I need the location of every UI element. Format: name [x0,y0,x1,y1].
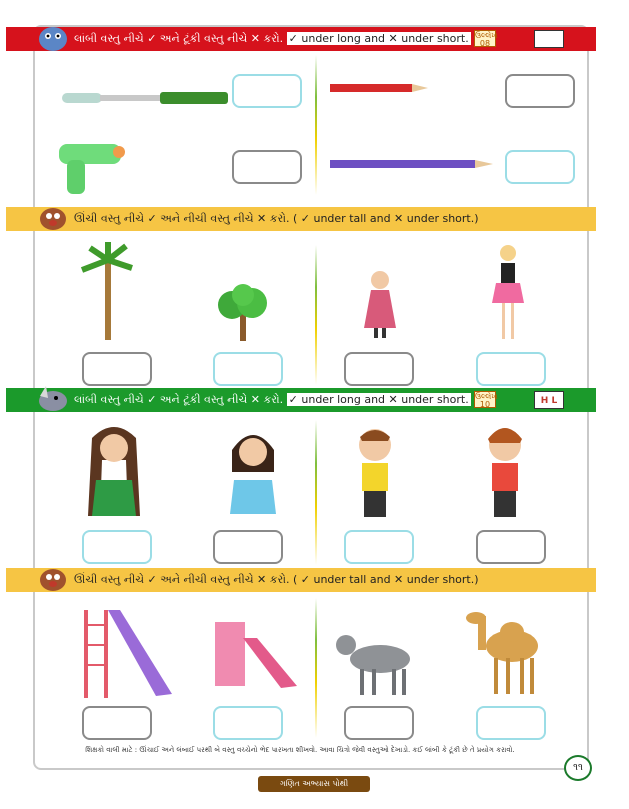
rhino-icon [36,384,70,414]
palm-tree-image [80,240,135,340]
section-3-instruction-en: ✓ under long and ✕ under short. [288,393,469,406]
bush-tree-image [212,283,274,343]
big-slide-image [80,600,175,700]
puppy-icon [36,203,70,233]
camel-image [462,606,550,698]
column-divider [315,245,317,385]
answer-box[interactable] [213,530,283,564]
section-3-badge: H L [534,391,564,409]
answer-box[interactable] [476,530,546,564]
pencil-red-image [330,82,430,94]
girl-short-hair-image [222,420,284,516]
answer-box[interactable] [476,706,546,740]
small-slide-image [205,618,300,690]
answer-box[interactable] [232,74,302,108]
answer-box[interactable] [213,706,283,740]
answer-box[interactable] [505,74,575,108]
answer-box[interactable] [476,352,546,386]
boy-short-hair-image [350,425,400,521]
toothbrush-syringe-image [60,88,230,108]
answer-box[interactable] [344,530,414,564]
doll-short-image [362,268,398,340]
section-1-badge: C L [534,30,564,48]
section-4-band [6,568,596,592]
answer-box[interactable] [82,706,152,740]
section-1-tag: ઉલ્લેખ 08 [475,31,498,48]
goat-image [332,625,420,697]
water-gun-image [57,140,127,198]
section-2-instruction-en: ( ✓ under tall and ✕ under short.) [292,212,479,225]
answer-box[interactable] [232,150,302,184]
answer-box[interactable] [82,352,152,386]
answer-box[interactable] [82,530,152,564]
answer-box[interactable] [344,352,414,386]
section-3-band [6,388,596,412]
page-number: ૧૧ [564,755,592,781]
puppy-icon [36,564,70,594]
mascot-icon [36,23,70,53]
section-2-instruction: ઊંચી વસ્તુ નીચે ✓ અને નીચી વસ્તુ નીચે ✕ કરો. [74,212,290,225]
section-1-band [6,27,596,51]
section-3-tag: ઉલ્લેખ 10 [475,392,498,409]
footer-book-title: ગણિત અભ્યાસ પોથી [258,776,370,792]
teacher-note: શિક્ષકો વાલી માટે : ઊંચાઈ અને લંબાઈ પરથી બે વસ્તુ વચ્ચેનો ભેદ પારખતા શીખવો. આવા ચિત્રો જેવી વસ્તુઓ દેખાડો. કઈ લાંબી કે ટૂંકી છે તે પ્રયોગ કરાવો. [85,746,515,754]
section-4-instruction-en: ( ✓ under tall and ✕ under short.) [292,573,479,586]
section-1-instruction: લાંબી વસ્તુ નીચે ✓ અને ટૂંકી વસ્તુ નીચે ✕ કરો. [74,32,284,45]
answer-box[interactable] [213,352,283,386]
section-2-band [6,207,596,231]
answer-box[interactable] [505,150,575,184]
pencil-purple-image [330,158,495,170]
boy-tall-hair-image [480,425,530,521]
section-1-instruction-en: ✓ under long and ✕ under short. [288,32,469,45]
column-divider [315,598,317,738]
answer-box[interactable] [344,706,414,740]
section-3-instruction: લાંબી વસ્તુ નીચે ✓ અને ટૂંકી વસ્તુ નીચે ✕ કરો. [74,393,284,406]
girl-long-hair-image [78,420,150,520]
column-divider [315,55,317,195]
doll-tall-image [488,243,528,341]
column-divider [315,420,317,565]
section-4-instruction: ઊંચી વસ્તુ નીચે ✓ અને નીચી વસ્તુ નીચે ✕ કરો. [74,573,290,586]
